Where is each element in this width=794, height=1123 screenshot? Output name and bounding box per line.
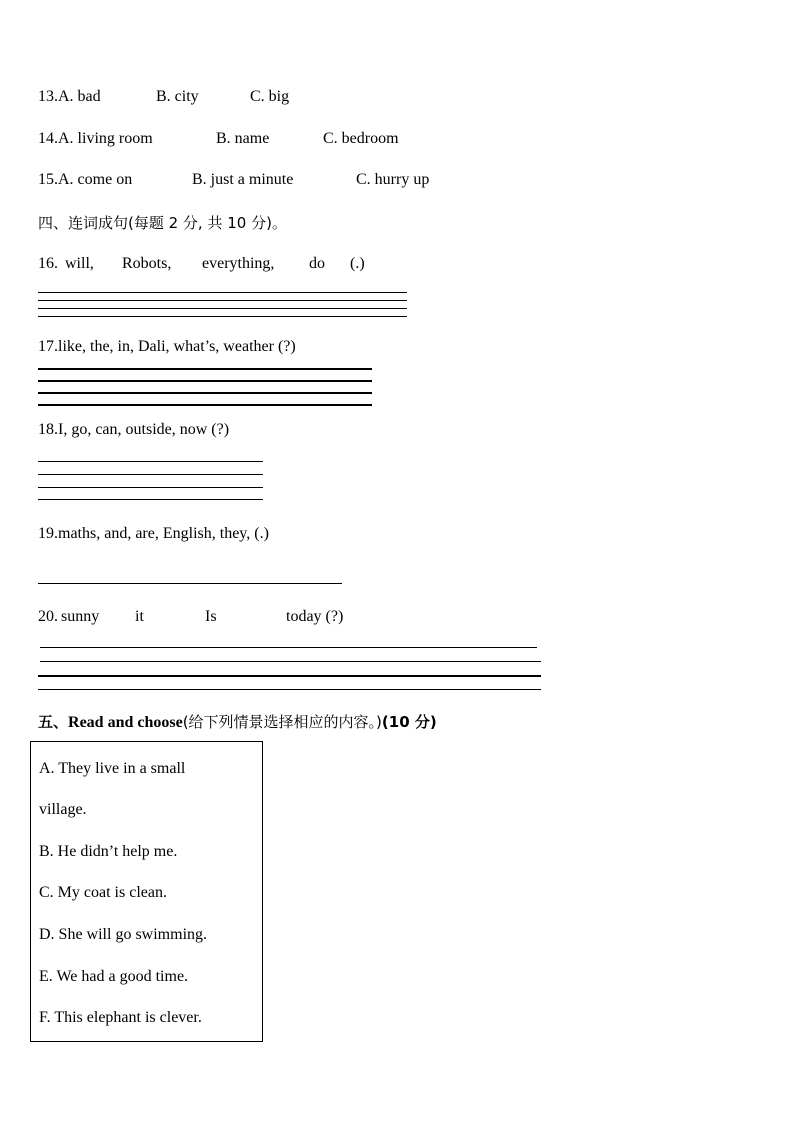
answer-line: [38, 583, 342, 584]
answer-line: [38, 392, 372, 394]
question-17: [38, 338, 296, 356]
answer-line: [38, 404, 372, 406]
answer-line: [40, 647, 537, 648]
question-20-word: today (?): [286, 608, 344, 625]
option-c: C. My coat is clean.: [39, 884, 167, 901]
section-5-title: [38, 711, 437, 732]
section-5-score: (10 分): [381, 713, 437, 731]
option-b: B. He didn’t help me.: [39, 843, 178, 860]
question-18: [38, 421, 229, 439]
answer-line: [38, 474, 263, 475]
answer-line: [38, 675, 541, 677]
option-e: E. We had a good time.: [39, 968, 189, 985]
question-number: 13.: [38, 88, 58, 105]
answer-line: [38, 292, 407, 293]
question-number: 18.: [38, 421, 58, 438]
answer-line: [38, 368, 372, 370]
question-14-option-c: C. bedroom: [323, 130, 399, 147]
question-16-word: (.): [350, 255, 365, 272]
question-number: 17.: [38, 338, 58, 355]
answer-line: [38, 308, 407, 309]
question-15-option-c: C. hurry up: [356, 171, 430, 188]
answer-line: [38, 499, 263, 500]
question-16-word: will,: [65, 255, 94, 272]
question-number: 15.: [38, 171, 58, 188]
question-15: [38, 171, 132, 189]
question-words: maths, and, are, English, they, (.): [58, 525, 269, 542]
question-13-option-b: B. city: [156, 88, 199, 105]
section-5-title-en: Read and choose: [68, 714, 183, 731]
answer-line: [38, 316, 407, 317]
question-13-option-c: C. big: [250, 88, 290, 105]
answer-line: [38, 300, 407, 301]
question-number: 14.: [38, 130, 58, 147]
question-16-word: do: [309, 255, 325, 272]
question-13: [38, 88, 101, 106]
question-20-word: it: [135, 608, 144, 625]
question-15-option-b: B. just a minute: [192, 171, 294, 188]
question-20-number: 20.: [38, 608, 58, 625]
answer-line: [38, 461, 263, 462]
option-a: A. living room: [58, 130, 153, 147]
answer-line: [38, 487, 263, 488]
section-5-title-cn: (给下列情景选择相应的内容。): [182, 713, 382, 731]
option-a-line1: A. They live in a small: [39, 760, 186, 777]
option-a-line2: village.: [39, 801, 87, 818]
option-a: A. come on: [58, 171, 133, 188]
option-d: D. She will go swimming.: [39, 926, 208, 943]
question-20-word: sunny: [61, 608, 100, 625]
question-20-word: Is: [205, 608, 217, 625]
answer-line: [38, 689, 541, 690]
question-16-word: Robots,: [122, 255, 172, 272]
question-14: [38, 130, 153, 148]
section-4-title: 四、连词成句(每题 2 分, 共 10 分)。: [38, 214, 287, 232]
question-words: I, go, can, outside, now (?): [58, 421, 230, 438]
question-19: [38, 525, 269, 543]
question-14-option-b: B. name: [216, 130, 270, 147]
section-5-prefix: 五、: [38, 713, 69, 731]
options-box: [30, 741, 263, 1042]
question-words: like, the, in, Dali, what’s, weather (?): [58, 338, 296, 355]
option-a: A. bad: [58, 88, 101, 105]
option-f: F. This elephant is clever.: [39, 1009, 202, 1026]
question-16-number: 16.: [38, 255, 58, 272]
answer-line: [40, 661, 541, 662]
question-number: 19.: [38, 525, 58, 542]
question-16-word: everything,: [202, 255, 275, 272]
answer-line: [38, 380, 372, 382]
